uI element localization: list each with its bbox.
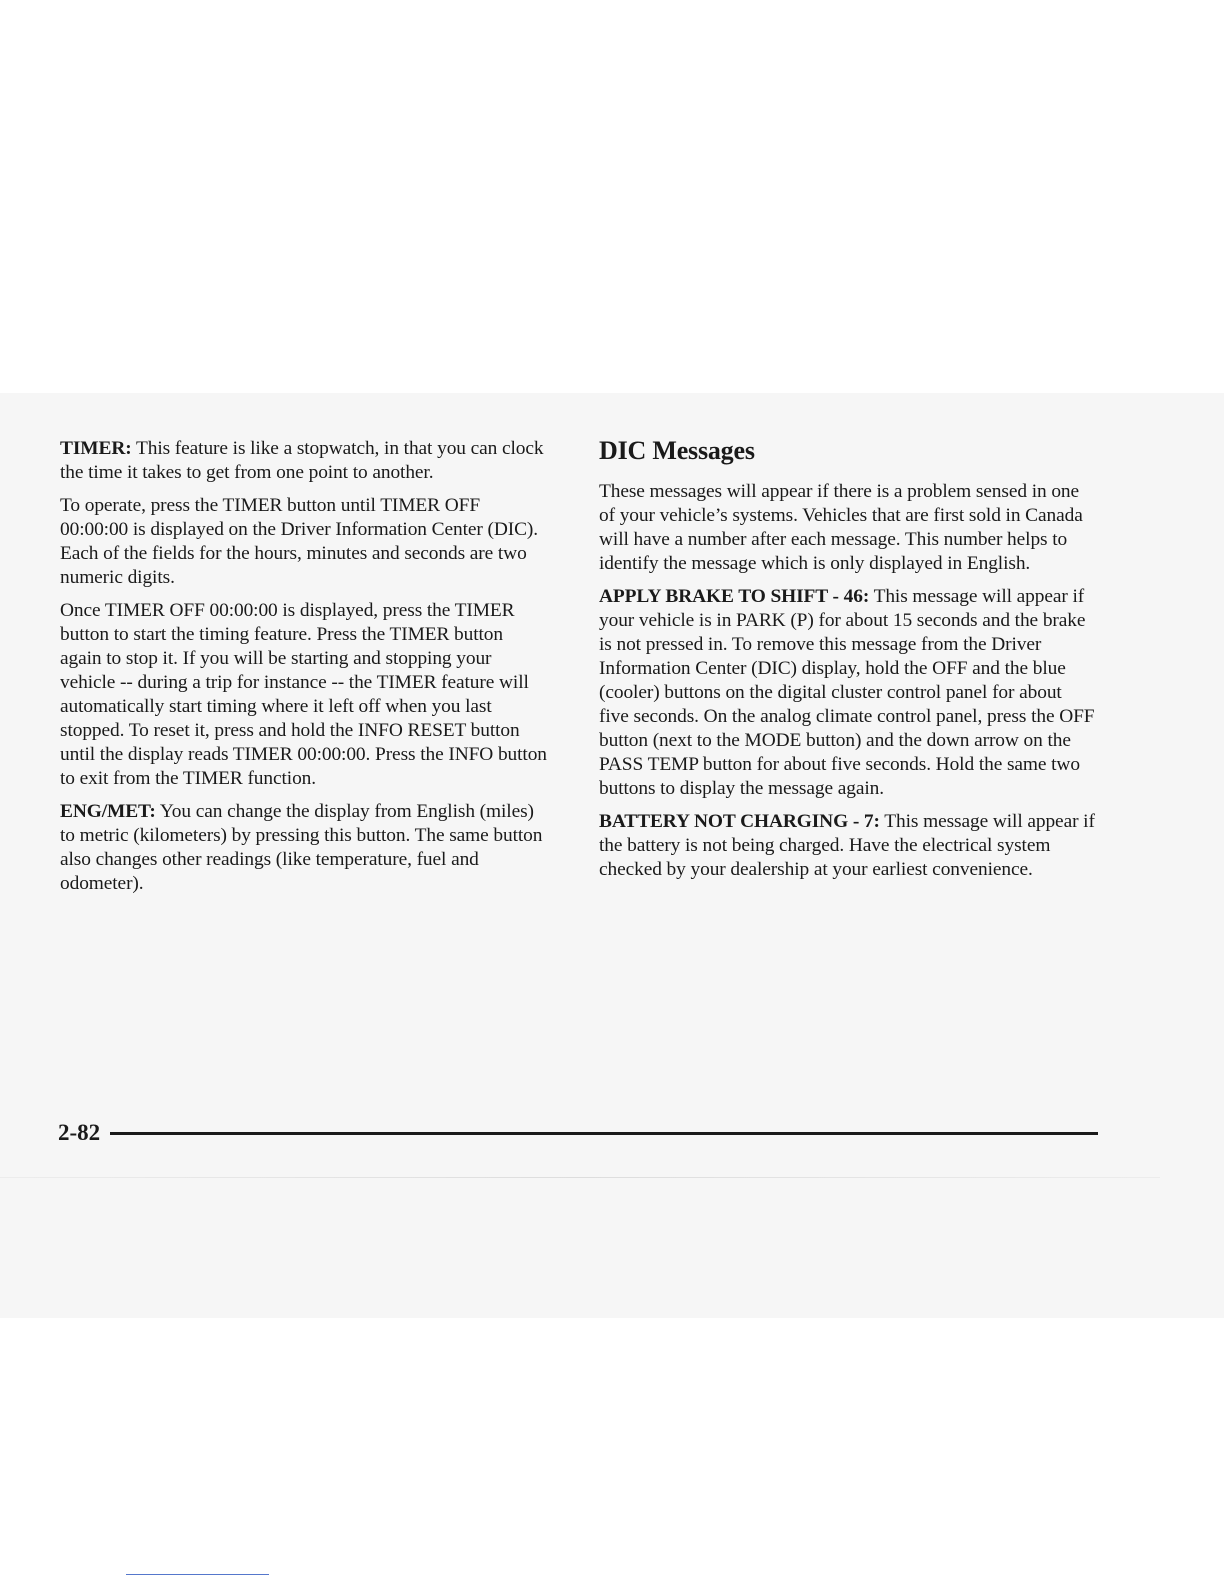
section-title: DIC Messages xyxy=(599,436,755,465)
engmet-text: You can change the display from English (miles) to metric (kilometers) by pressing this button. The same button also changes other readings (like temperature, fuel and odometer). xyxy=(60,801,543,894)
timer-paragraph xyxy=(60,437,548,485)
right-column xyxy=(599,436,1096,891)
operate-paragraph: To operate, press the TIMER button until TIMER OFF 00:00:00 is displayed on the Driver Information Center (DIC). Each of the fields for the hours, minutes and seconds are two numeric digits. xyxy=(60,495,539,588)
timer-label: TIMER: xyxy=(60,438,132,459)
link-underline xyxy=(126,1574,269,1575)
apply-brake-text: This message will appear if your vehicle is in PARK (P) for about 15 seconds and the brake is not pressed in. To remove this message from the Driver Information Center (DIC) display, hold the OFF and the blue (cooler) buttons on the digital cluster control panel for about five seconds. On the analog climate control panel, press the OFF button (next to the MODE button) and the down arrow on the PASS TEMP button for about five seconds. Hold the same two buttons to display the message again. xyxy=(599,586,1095,799)
timer-text: This feature is like a stopwatch, in that you can clock the time it takes to get from one point to another. xyxy=(60,438,544,483)
scan-artifact-line xyxy=(0,1177,1160,1178)
page-number: 2-82 xyxy=(58,1120,101,1145)
once-paragraph: Once TIMER OFF 00:00:00 is displayed, press the TIMER button to start the timing feature. Press the TIMER button again to stop it. If you will be starting and stopping your vehicle -- during a trip for instance -- the TIMER feature will automatically start timing where it left off when you last stopped. To reset it, press and hold the INFO RESET button until the display reads TIMER 00:00:00. Press the INFO button to exit from the TIMER function. xyxy=(60,600,547,789)
footer-rule xyxy=(110,1132,1098,1135)
engmet-label: ENG/MET: xyxy=(60,801,156,822)
battery-text: This message will appear if the battery is not being charged. Have the electrical system checked by your dealership at your earliest convenience. xyxy=(599,811,1095,880)
battery-label: BATTERY NOT CHARGING - 7: xyxy=(599,811,880,832)
apply-brake-label: APPLY BRAKE TO SHIFT - 46: xyxy=(599,586,870,607)
left-column xyxy=(60,437,548,905)
page-footer xyxy=(58,1117,1098,1149)
engmet-paragraph xyxy=(60,800,548,896)
battery-paragraph xyxy=(599,810,1096,882)
intro-paragraph: These messages will appear if there is a problem sensed in one of your vehicle’s systems. Vehicles that are first sold in Canada will have a number after each message. This number helps to identify the message which is only displayed in English. xyxy=(599,481,1083,574)
apply-brake-paragraph xyxy=(599,585,1096,801)
